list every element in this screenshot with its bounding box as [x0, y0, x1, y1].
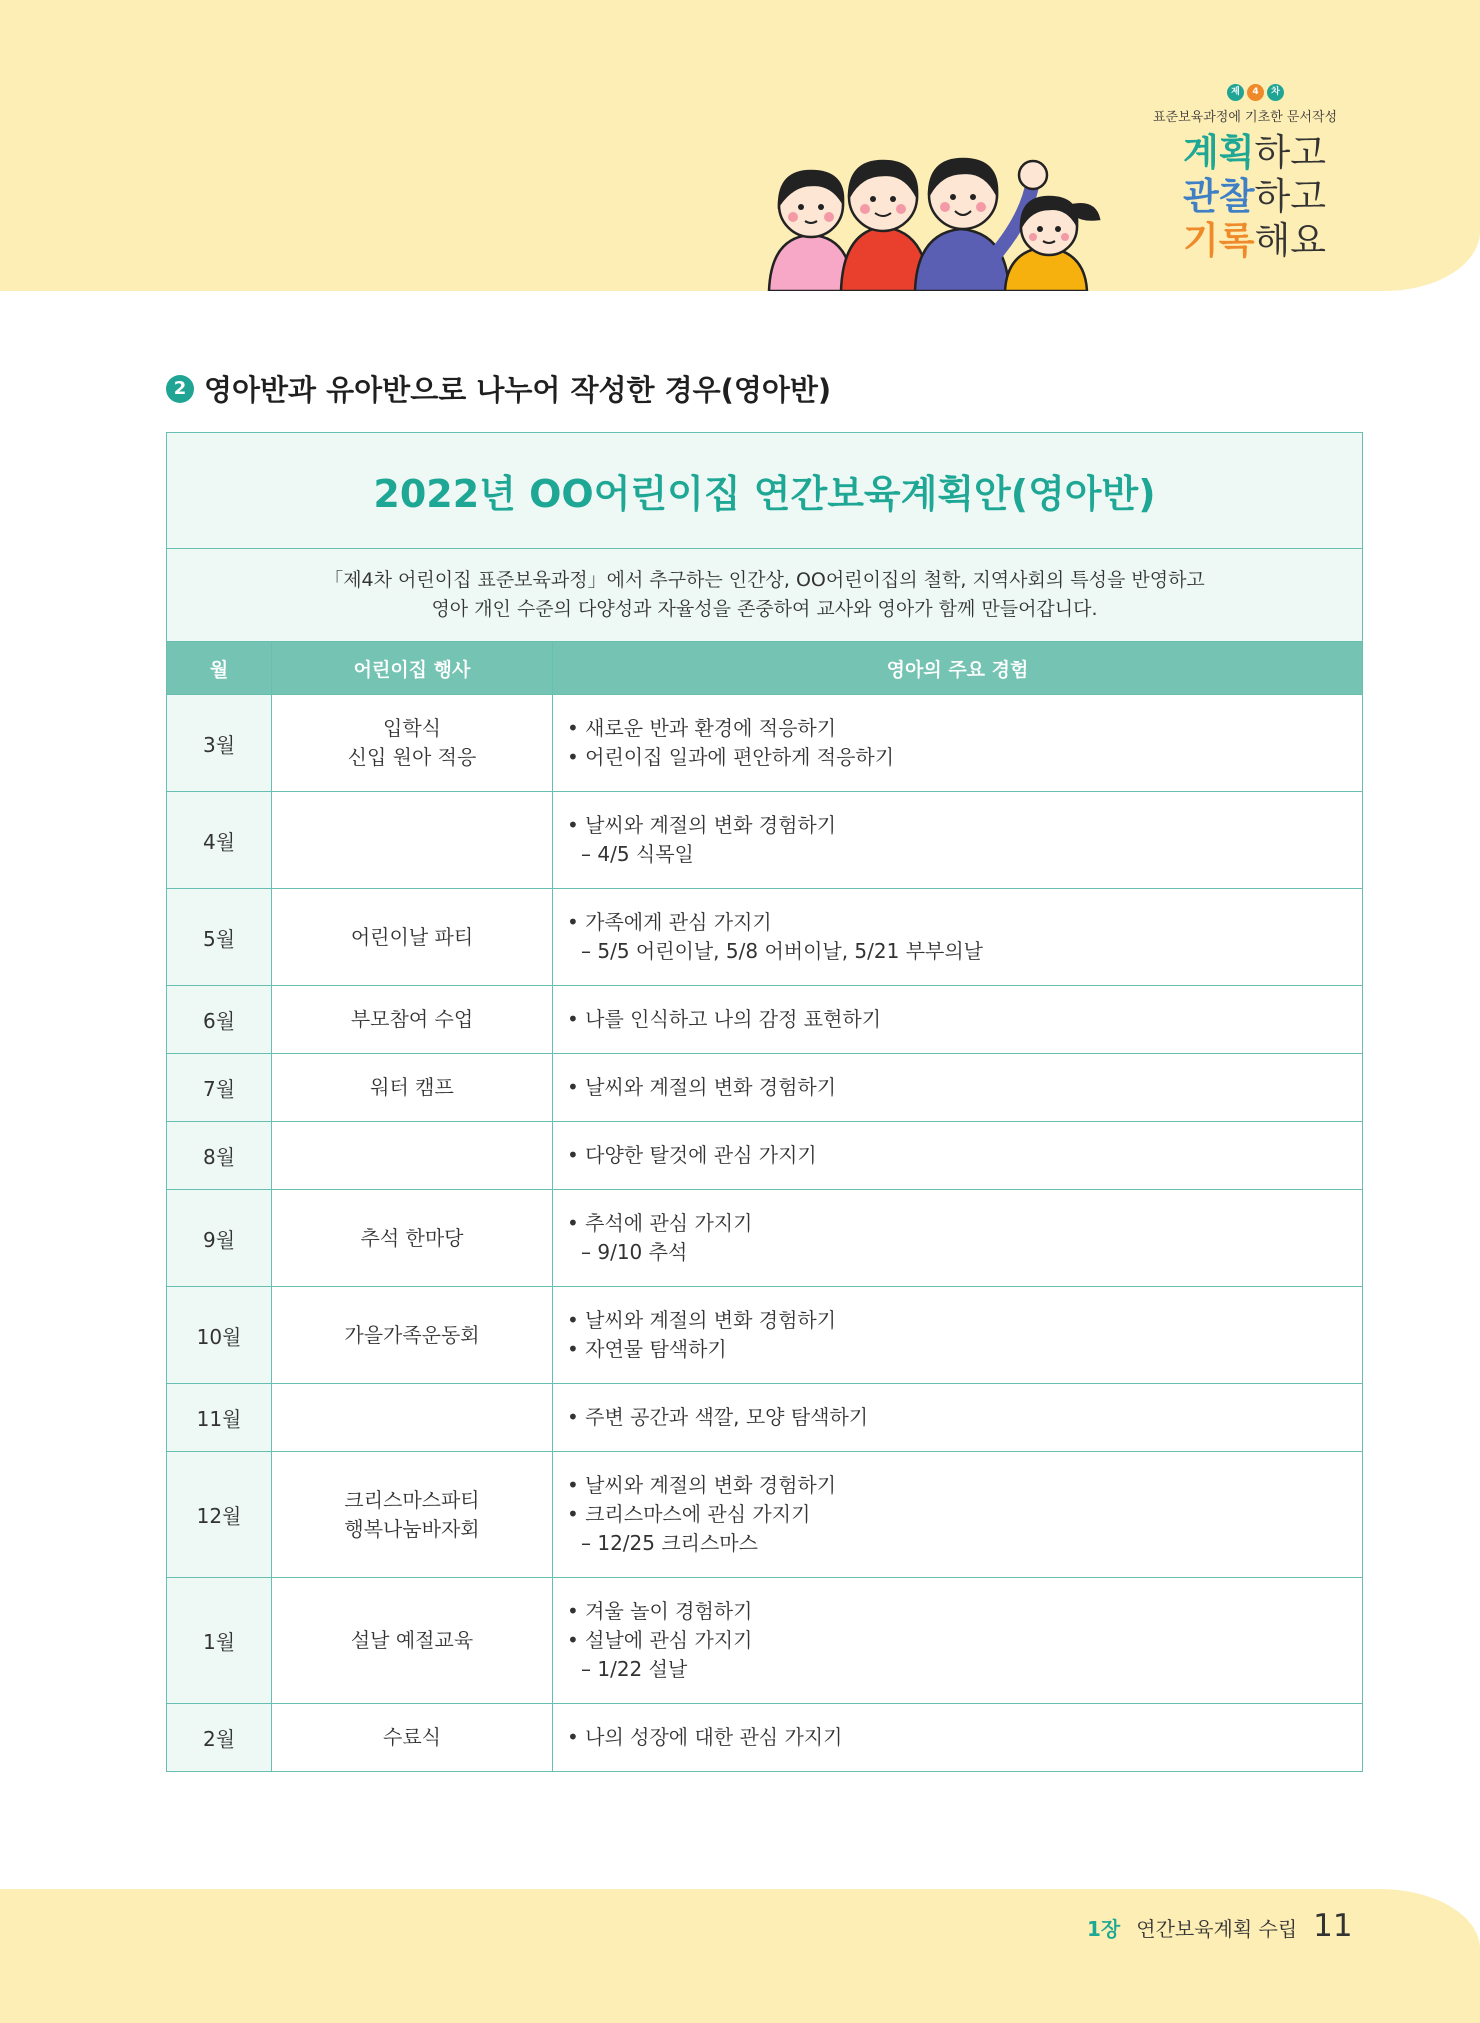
experience-cell	[553, 1287, 1363, 1384]
chapter-title: 연간보육계획 수립	[1136, 1917, 1298, 1941]
experience-cell	[553, 1578, 1363, 1704]
experience-cell	[553, 695, 1363, 792]
month-cell: 8월	[167, 1122, 272, 1190]
experience-line: • 날씨와 계절의 변화 경험하기	[567, 813, 837, 837]
event-cell	[272, 986, 553, 1054]
event-line: 부모참여 수업	[350, 1007, 474, 1031]
event-cell	[272, 1054, 553, 1122]
event-line: 신입 원아 적응	[347, 745, 477, 769]
event-cell	[272, 1122, 553, 1190]
event-cell	[272, 1384, 553, 1452]
section-title: 영아반과 유아반으로 나누어 작성한 경우(영아반)	[204, 373, 832, 407]
month-cell: 10월	[167, 1287, 272, 1384]
column-header-month: 월	[167, 642, 272, 695]
event-line: 크리스마스파티	[344, 1487, 480, 1512]
page-number: 11	[1313, 1908, 1353, 1944]
edition-dot: 차	[1267, 84, 1284, 101]
table-row	[167, 1452, 1363, 1578]
event-cell	[272, 792, 553, 889]
experience-line: • 추석에 관심 가지기	[567, 1211, 753, 1235]
event-line: 수료식	[383, 1725, 441, 1749]
table-row	[167, 1054, 1363, 1122]
experience-cell	[553, 1190, 1363, 1287]
experience-line: – 5/5 어린이날, 5/8 어버이날, 5/21 부부의날	[581, 939, 983, 963]
event-line: 가을가족운동회	[344, 1322, 480, 1347]
section-heading	[166, 368, 831, 409]
brand-line-plan: 계획하고	[1183, 131, 1326, 174]
experience-line: • 크리스마스에 관심 가지기	[567, 1502, 811, 1526]
table-intro-row	[167, 549, 1363, 642]
experience-line: – 4/5 식목일	[581, 842, 694, 866]
table-row	[167, 1190, 1363, 1287]
column-header-events: 어린이집 행사	[272, 642, 553, 695]
event-line: 워터 캠프	[370, 1075, 454, 1099]
experience-line: – 9/10 추석	[581, 1240, 688, 1264]
table-title-row	[167, 433, 1363, 549]
table-row	[167, 1578, 1363, 1704]
experience-line: • 나를 인식하고 나의 감정 표현하기	[567, 1007, 882, 1031]
month-cell: 3월	[167, 695, 272, 792]
experience-cell	[553, 1704, 1363, 1772]
experience-line: – 1/22 설날	[581, 1657, 688, 1681]
table-row	[167, 1704, 1363, 1772]
table-row	[167, 1122, 1363, 1190]
experience-line: • 설날에 관심 가지기	[567, 1628, 753, 1652]
event-cell	[272, 1190, 553, 1287]
experience-line: • 날씨와 계절의 변화 경험하기	[567, 1075, 837, 1099]
table-header-row	[167, 642, 1363, 695]
edition-dot: 4	[1247, 84, 1264, 101]
month-cell: 1월	[167, 1578, 272, 1704]
table-row	[167, 695, 1363, 792]
experience-line: • 나의 성장에 대한 관심 가지기	[567, 1725, 843, 1749]
table-row	[167, 1287, 1363, 1384]
experience-line: • 겨울 놀이 경험하기	[567, 1599, 753, 1623]
experience-line: • 어린이집 일과에 편안하게 적응하기	[567, 745, 895, 769]
experience-line: – 12/25 크리스마스	[581, 1531, 758, 1555]
table-row	[167, 1384, 1363, 1452]
event-cell	[272, 1452, 553, 1578]
experience-cell	[553, 1384, 1363, 1452]
experience-line: • 주변 공간과 색깔, 모양 탐색하기	[567, 1405, 869, 1429]
page-footer	[1087, 1908, 1353, 1944]
plan-intro	[167, 549, 1363, 642]
experience-cell	[553, 792, 1363, 889]
section-number-badge: 2	[166, 375, 194, 403]
experience-cell	[553, 1054, 1363, 1122]
experience-cell	[553, 889, 1363, 986]
month-cell: 4월	[167, 792, 272, 889]
table-row	[167, 986, 1363, 1054]
event-cell	[272, 695, 553, 792]
experience-cell	[553, 1122, 1363, 1190]
table-row	[167, 792, 1363, 889]
month-cell: 7월	[167, 1054, 272, 1122]
event-cell	[272, 889, 553, 986]
brand-line-observe: 관찰하고	[1183, 175, 1326, 218]
event-cell	[272, 1704, 553, 1772]
event-cell	[272, 1287, 553, 1384]
event-line: 입학식	[383, 716, 441, 740]
brand-line-record: 기록해요	[1183, 219, 1326, 262]
children-illustration	[765, 155, 1125, 291]
month-cell: 6월	[167, 986, 272, 1054]
event-line: 설날 예절교육	[350, 1628, 474, 1652]
table-row	[167, 889, 1363, 986]
edition-dot: 제	[1227, 84, 1244, 101]
month-cell: 5월	[167, 889, 272, 986]
plan-title: 2022년 OO어린이집 연간보육계획안(영아반)	[167, 433, 1363, 549]
edition-badge	[1227, 84, 1284, 101]
annual-plan-table	[166, 432, 1363, 1772]
brand-subtitle: 표준보육과정에 기초한 문서작성	[1153, 110, 1338, 125]
experience-line: • 새로운 반과 환경에 적응하기	[567, 716, 837, 740]
event-line: 행복나눔바자회	[344, 1516, 480, 1541]
experience-line: • 자연물 탐색하기	[567, 1337, 727, 1361]
experience-line: • 날씨와 계절의 변화 경험하기	[567, 1473, 837, 1497]
event-cell	[272, 1578, 553, 1704]
intro-line: 「제4차 어린이집 표준보육과정」에서 추구하는 인간상, OO어린이집의 철학, 지역사회의 특성을 반영하고	[324, 569, 1205, 591]
experience-cell	[553, 986, 1363, 1054]
chapter-label: 1장	[1087, 1917, 1121, 1941]
intro-line: 영아 개인 수준의 다양성과 자율성을 존중하여 교사와 영아가 함께 만들어갑니다.	[431, 598, 1098, 620]
experience-line: • 날씨와 계절의 변화 경험하기	[567, 1308, 837, 1332]
month-cell: 9월	[167, 1190, 272, 1287]
experience-line: • 다양한 탈것에 관심 가지기	[567, 1143, 817, 1167]
column-header-experiences: 영아의 주요 경험	[553, 642, 1363, 695]
month-cell: 2월	[167, 1704, 272, 1772]
month-cell: 12월	[167, 1452, 272, 1578]
experience-line: • 가족에게 관심 가지기	[567, 910, 772, 934]
event-line: 어린이날 파티	[350, 924, 474, 949]
event-line: 추석 한마당	[360, 1225, 464, 1250]
month-cell: 11월	[167, 1384, 272, 1452]
experience-cell	[553, 1452, 1363, 1578]
